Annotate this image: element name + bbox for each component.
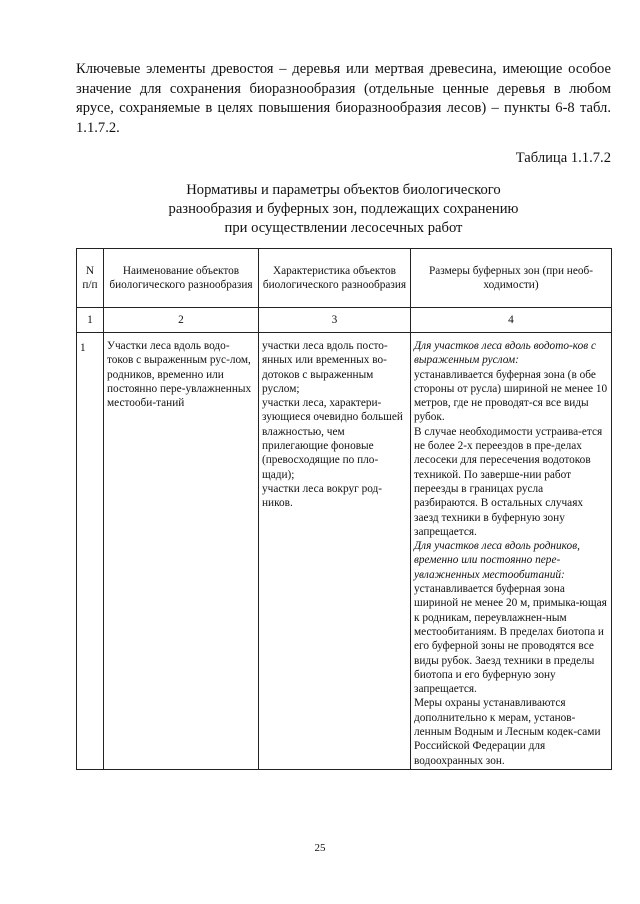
page-number: 25 (314, 842, 326, 854)
table-row (77, 333, 612, 770)
column-number: 1 (77, 308, 104, 333)
buffer-text: устанавливается буферная зона (в обе стороны от русла) шириной не менее 10 метров, где не проводят-ся все виды рубок. (414, 368, 608, 424)
column-number: 3 (259, 308, 411, 333)
header-characteristics: Характеристика объектов биологического разнообразия (259, 249, 411, 308)
caption-line-2: разнообразия и буферных зон, подлежащих сохранению (168, 201, 519, 217)
characteristic-item: участки леса вдоль посто-янных или временных во-дотоков с выраженным руслом; (262, 340, 388, 395)
header-name: Наименование объектов биологического разнообразия (104, 249, 259, 308)
column-number: 2 (104, 308, 259, 333)
buffer-text: устанавливается буферная зона шириной не менее 20 м, примыка-ющая к родникам, переувлажнен-ным местообитаниям. В пределах биотопа и его буферной зоны не проводятся все виды рубок. Заезд техники в пределы биотопа и его буферную зону запрещается. (414, 583, 607, 696)
buffer-text: Меры охраны устанавливаются дополнительно к мерам, установ-ленным Водным и Лесным кодек-сами Российской Федерации для водоохранных зон. (414, 697, 601, 767)
caption-line-1: Нормативы и параметры объектов биологического (186, 182, 501, 198)
characteristic-item: участки леса вокруг род-ников. (262, 482, 383, 510)
caption-line-3: при осуществлении лесосечных работ (224, 220, 463, 236)
table-header-row (77, 249, 612, 308)
biodiversity-table (76, 248, 612, 770)
column-number: 4 (411, 308, 612, 333)
column-number-row (77, 308, 612, 333)
buffer-heading: Для участков леса вдоль водото-ков с выраженным руслом: (414, 340, 597, 367)
intro-paragraph: Ключевые элементы древостоя – деревья или мертвая древесина, имеющие особое значение для сохранения биоразнообразия (отдельные ценные деревья в любом ярусе, сохраняемые в целях повышения биоразнообразия лесов) – пункты 6-8 табл. 1.1.7.2. (76, 61, 611, 136)
object-characteristics (259, 333, 411, 770)
buffer-zone-description (411, 333, 612, 770)
characteristic-item: участки леса, характери-зующиеся очевидно большей влажностью, чем прилегающие фоновые (превосходящие по пло-щади); (262, 397, 403, 481)
table-caption (76, 181, 611, 238)
row-number: 1 (77, 333, 104, 770)
buffer-text: В случае необходимости устраива-ется не более 2-х переездов в пре-делах лесосеки для пересечения водотоков техникой. По заверше-нии работ переезды в границах русла разбираются. В остальных случаях заезд техники в буферную зону запрещается. (414, 425, 603, 538)
header-num: N п/п (77, 249, 104, 308)
object-name: Участки леса вдоль водо-токов с выраженным рус-лом, родников, временно или постоянно пере-увлажненных местооби-таний (104, 333, 259, 770)
header-buffer: Размеры буферных зон (при необ-ходимости) (411, 249, 612, 308)
buffer-heading: Для участков леса вдоль родников, временно или постоянно пере-увлажненных местообитаний: (414, 540, 580, 581)
table-number: Таблица 1.1.7.2 (515, 150, 611, 166)
